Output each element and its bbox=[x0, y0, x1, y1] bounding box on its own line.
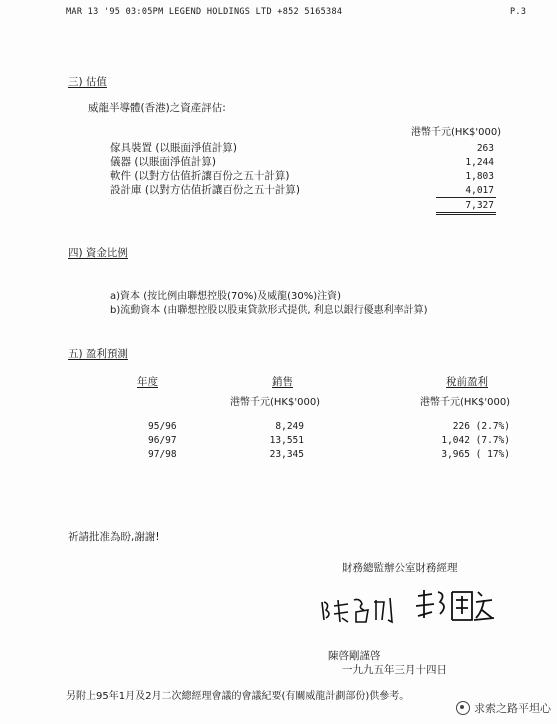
section3-title: 三) 估值 bbox=[68, 76, 107, 88]
section3-unit: 港幣千元(HK$'000) bbox=[411, 127, 502, 138]
asset-row-value: 1,244 bbox=[465, 157, 494, 168]
forecast-year: 95/96 bbox=[148, 421, 177, 432]
asset-row-label: 儀器 (以賬面淨值計算) bbox=[110, 156, 217, 168]
forecast-sales: 13,551 bbox=[269, 435, 304, 446]
forecast-profit: 1,042 (7.7%) bbox=[441, 435, 510, 446]
asset-row-value: 4,017 bbox=[465, 185, 494, 196]
col-header-profit: 稅前盈利 bbox=[446, 376, 488, 388]
profit-unit: 港幣千元(HK$'000) bbox=[420, 397, 511, 408]
funding-item: a)資本 (按比例由聯想控股(70%)及威龍(30%)注資) bbox=[110, 291, 342, 302]
handwritten-signature-2 bbox=[412, 586, 496, 624]
asset-row-label: 軟件 (以對方估值折讓百份之五十計算) bbox=[110, 170, 290, 182]
asset-row-value: 263 bbox=[476, 143, 494, 154]
asset-row-label: 傢具裝置 (以賬面淨值計算) bbox=[110, 142, 238, 154]
watermark bbox=[456, 700, 551, 716]
signoff-date: 一九九五年三月十四日 bbox=[342, 664, 447, 676]
fax-page-number: P.3 bbox=[510, 7, 527, 17]
col-header-year: 年度 bbox=[137, 376, 158, 388]
section3-intro: 威龍半導體(香港)之資產評估: bbox=[88, 102, 226, 114]
asset-row-value: 1,803 bbox=[465, 171, 494, 182]
forecast-sales: 23,345 bbox=[269, 449, 304, 460]
signoff-dept: 財務總監辦公室財務經理 bbox=[342, 562, 458, 574]
sales-unit: 港幣千元(HK$'000) bbox=[230, 397, 321, 408]
forecast-sales: 8,249 bbox=[275, 421, 304, 432]
section4-title: 四) 資金比例 bbox=[68, 247, 128, 259]
watermark-text: 求索之路平坦心 bbox=[474, 702, 551, 715]
col-header-sales: 銷售 bbox=[272, 376, 293, 388]
funding-item: b)流動資本 (由聯想控股以股東貸款形式提供, 利息以銀行優惠利率計算) bbox=[110, 305, 428, 316]
subtotal-rule bbox=[436, 197, 496, 198]
forecast-year: 97/98 bbox=[148, 449, 177, 460]
asset-row-label: 設計庫 (以對方估值折讓百份之五十計算) bbox=[110, 184, 301, 196]
fax-header-text: MAR 13 '95 03:05PM LEGEND HOLDINGS LTD +852 5165384 bbox=[66, 7, 343, 17]
signoff-names: 陳啓剛謹啓 bbox=[328, 650, 381, 662]
forecast-profit: 226 (2.7%) bbox=[452, 421, 510, 432]
footnote: 另附上95年1月及2月二次總經理會議的會議紀要(有關威龍計劃部份)供參考。 bbox=[66, 691, 410, 702]
asset-total: 7,327 bbox=[465, 200, 494, 211]
section5-title: 五) 盈利預測 bbox=[68, 348, 128, 360]
forecast-year: 96/97 bbox=[148, 435, 177, 446]
wechat-icon bbox=[456, 701, 470, 715]
total-double-rule bbox=[436, 214, 496, 215]
closing-line: 祈請批准為盼,謝謝! bbox=[68, 531, 160, 543]
forecast-profit: 3,965 ( 17%) bbox=[441, 449, 510, 460]
total-double-rule bbox=[436, 212, 496, 213]
handwritten-signature-1 bbox=[318, 592, 398, 626]
